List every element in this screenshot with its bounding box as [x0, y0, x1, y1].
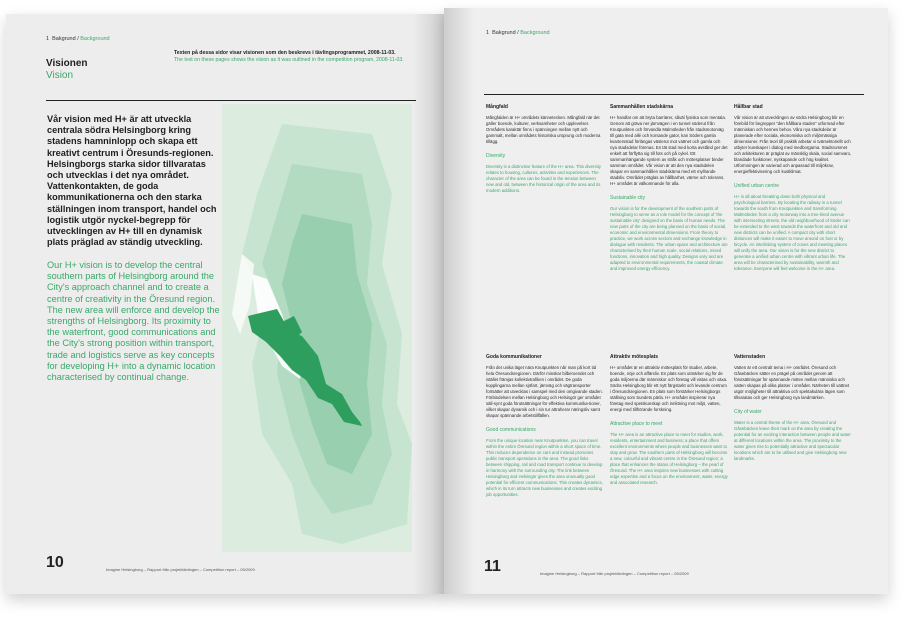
divider-rule	[46, 100, 416, 101]
section-runner-left: 1 Bakgrund / Background	[46, 36, 110, 42]
section-sv: Bakgrund	[492, 30, 516, 36]
column-body-sv: Mångfalden är H+ områdets kännetecken. Mångfald när det gäller boende, kulturer, verksamheter och upplevelser. Områdets karaktär finns i spänningen mellan nytt och gammalt, mellan områdets historiska ursprung och moderna tillägg.	[486, 115, 601, 144]
column-meeting-place	[610, 354, 728, 486]
column-heading-en: Attractive place to meet	[610, 421, 663, 427]
column-heading-sv: Hållbar stad	[734, 104, 763, 110]
section-sv: Bakgrund	[52, 36, 76, 42]
gutter-shadow-left	[412, 14, 446, 594]
column-sustainable-city	[734, 104, 852, 272]
lead-text-en: Our H+ vision is to develop the central southern parts of Helsingborg around the City's approach channel and to create a centre of creativity in the Öresund region. The new area will enforce and develop the strengths of Helsingborg. Its proximity to the waterfront, good communications and the City's strong position within transport, trade and logistics serve as key concepts for developing H+ into a dynamic location characterised by continual change.	[47, 260, 220, 383]
column-heading-sv: Mångfald	[486, 104, 508, 110]
column-city-of-water	[734, 354, 852, 462]
section-en: Background	[520, 30, 550, 36]
intro-sv: Texten på dessa sidor visar visionen som den beskrevs i tävlingsprogrammet, 2008-11-03.	[174, 50, 396, 56]
divider-rule	[484, 94, 864, 95]
column-body-sv: H+ handlar om att bryta barriärer, såväl fysiska som mentala. Genom att gräva ner järnvägen i en tunnel söderut från Knutpunkten och förvandla Malmöleden från stadsmotorväg till gata med allé och korsande gator, kan Söders gamla kvartersstad förlängas västerut mot vattnet och gamla och nya stadsdelar förenas. En tät stad med korta avstånd ger det enkelt att förflytta sig till fots och på cykel. Ett sammanhängande system av stråk och mötesplatser binder samman området. Vår vision är att den nya stadsdelen skapar en sammanhållen stadskärna med ett myllrande stadsliv. Området präglas av hållbarhet, värme och tolerans. H+ området är välkomnande för alla.	[610, 115, 728, 186]
column-body-en: Diversity is a distinctive feature of the H+ area. This diversity relates to housing, cultures, activities and experiences. The character of the area can be found in the tension between new and old, between the historical origin of the area and its modern additions.	[486, 164, 601, 193]
column-body-en: The H+ area is an attractive place to meet for studies, work, residents, entertainment and business; a place that offers excellent environments where people and businesses want to stay and grow. The southern parts of Helsingborg will become a new, colourful and vibrant centre in the Öresund region; a place that enhances the status of Helsingborg – the pearl of Öresund. The H+ area inspires new businesses with cutting edge expertise and a focus on the environment, water, energy and associated research.	[610, 432, 728, 485]
section-runner-right: 1 Bakgrund / Background	[486, 30, 550, 36]
column-heading-sv: Vattenstaden	[734, 354, 766, 360]
column-body-sv: Vatten är ett centralt tema i H+ området. Öresund och Gåsebäcken sätter en prägel på området genom att förutsättningar för spännande möten mellan människa och vatten skapas på olika platser i området. Närheten till vattnet utgör möjligheter till attraktiva och spektakulära lägen som tillvaratas och ger Helsingborg nya landmärken.	[734, 365, 850, 400]
column-heading-en: Sustainable city	[610, 195, 646, 201]
page-number-left: 10	[46, 554, 64, 571]
column-body-en: H+ is all about breaking down both physical and psychological barriers. By locating the railway in a tunnel towards the south from Knutpunkten and transforming Malmöleden from a city motorway into a tree-lined avenue with intersecting streets, the old neighbourhood of Söder can be extended to the west towards the waterfront and old and new districts can be unified. A compact city with short distances will make it easier to move around on foot or by bicycle. An interlinking system of zones and meeting places will unify the area. Our vision is for the new district to generate a unified urban centre with vibrant urban life. The area will be characterised by sustainability, warmth and tolerance. Everyone will feel welcome in the H+ area.	[734, 194, 850, 271]
column-body-en: Our vision is for the development of the southern parts of Helsingborg to serve as a role model for the concept of 'the sustainable city' designed on the basis of human needs. The new parts of the city are being planned on the basis of social, economic and environmental dimensions. From theory to practice, we work across sectors and exchange knowledge in dialogue with residents. The urban space and architecture are characterised by their human scale, social relations, mixed functions, innovation and high quality. Designs vary and are adapted to environmental requirements, the coastal climate and improved energy efficiency.	[610, 206, 728, 271]
gutter-shadow-right	[444, 8, 474, 594]
column-unified-centre	[610, 104, 728, 272]
section-number: 1	[486, 30, 490, 36]
column-heading-en: Good communications	[486, 427, 536, 433]
section-en: Background	[80, 36, 110, 42]
intro-en: The text on these pages shows the vision as it was outlined in the competition program, 2008-11-03.	[174, 57, 404, 63]
column-body-en: Water is a central theme of the H+ area. Öresund and Gåsebäcken leave their mark on the area by creating the potential for an exciting interaction between people and water at different locations within the area. The proximity to the water gives rise to potentially attractive and spectacular locations which are to be utilised and give Helsingborg new landmarks.	[734, 420, 851, 461]
page-footer-right: Imagine Helsingborg – Rapport från projekttävlingen – Competition report – 05/2009	[540, 571, 689, 576]
section-number: 1	[46, 36, 50, 42]
column-heading-en: Unified urban centre	[734, 183, 780, 189]
right-page	[444, 8, 888, 594]
column-heading-en: Diversity	[486, 153, 506, 159]
column-body-en: From the unique location near Knutpunkten, you can travel within the entire Öresund region within a short space of time. This reduces dependence on cars and instead promotes public transport operations in the area. The good links between shipping, rail and road transport continue to develop in harmony with the surrounding city. The link between Helsingborg and Helsingör gives the area unusually good potential for efficient communications. This creates dynamics, which in its turn attracts new businesses and creates exciting job opportunities.	[486, 438, 603, 497]
page-number-right: 11	[484, 558, 501, 575]
left-page	[6, 14, 446, 594]
page-footer-left: Imagine Helsingborg – Rapport från projekttävlingen – Competition report – 05/2009	[106, 567, 255, 572]
lead-text-sv: Vår vision med H+ är att utveckla centrala södra Helsingborg kring stadens hamninlopp och skapa ett kreativt centrum i Öresunds-regionen. Helsingborgs starka sidor tillvaratas och utvecklas i det nya området. Vattenkontakten, de goda kommunikationerna och den starka ställningen inom transport, handel och logistik utgör nyckel-begrepp för utvecklingen av H+ till en dynamisk plats präglad av ständig utveckling.	[47, 114, 217, 248]
page-title-en: Vision	[46, 70, 74, 81]
column-communications	[486, 354, 604, 498]
column-body-sv: Vår vision är att utvecklingen av södra Helsingborg blir en förebild för begreppet "den hållbara staden" utformad efter människan och hennes behov. Våra nya stadsdelar är planerade efter sociala, ekonomiska och miljömässiga dimensioner. Från teori till praktik arbetar vi tvärsektoriellt och utbyter kunskaper i dialog med medborgarna. Stadsrummet och arkitekturen är präglat av mänsklig skala, social samvaro, blandade funktioner, nyskapande och hög kvalitet. Utformningen är varierad och anpassad till miljökrav, energieffektivisering och kustklimat.	[734, 115, 852, 174]
page-title-sv: Visionen	[46, 58, 88, 69]
brochure-spread	[6, 8, 904, 604]
column-heading-sv: Attraktiv mötesplats	[610, 354, 659, 360]
site-map-illustration	[222, 104, 412, 552]
column-heading-sv: Sammanhållen stadskärna	[610, 104, 674, 110]
column-diversity	[486, 104, 604, 194]
intro-text	[174, 50, 414, 64]
column-heading-sv: Goda kommunikationer	[486, 354, 542, 360]
column-body-sv: H+ området är en attraktiv mötesplats för studier, arbete, boende, nöje och affärsliv. En plats som utmärker sig för de goda miljöerna där människor och företag vill vistas och växa. Södra Helsingborg blir ett nytt färgstarkt och levande centrum i Öresundsregionen. En plats som förstärker Helsingborgs ställning som Sundets pärla. H+ området inspirerar nya företag med spetskunskap och inriktning mot miljö, vatten, energi med tillhörande forskning.	[610, 365, 728, 412]
column-heading-en: City of water	[734, 409, 762, 415]
column-body-sv: Från det unika läget nära Knutpunkten når man på kort tid hela Öresundsregionen. Därför minskar bilberoendet och istället främjas kollektivtrafiken i området. De goda kopplingarna mellan sjöfart, järnväg och vägtransporter fortsätter att utvecklas i samspel med den omgivande staden. Förbindelsen mellan Helsingborg och Helsingör ger området säll-synt goda förutsättningar för effektiva kommunika-tioner, vilket skapar dynamik och i sin tur attraherar näringsliv samt skapar spännande arbetstillfällen.	[486, 365, 603, 418]
